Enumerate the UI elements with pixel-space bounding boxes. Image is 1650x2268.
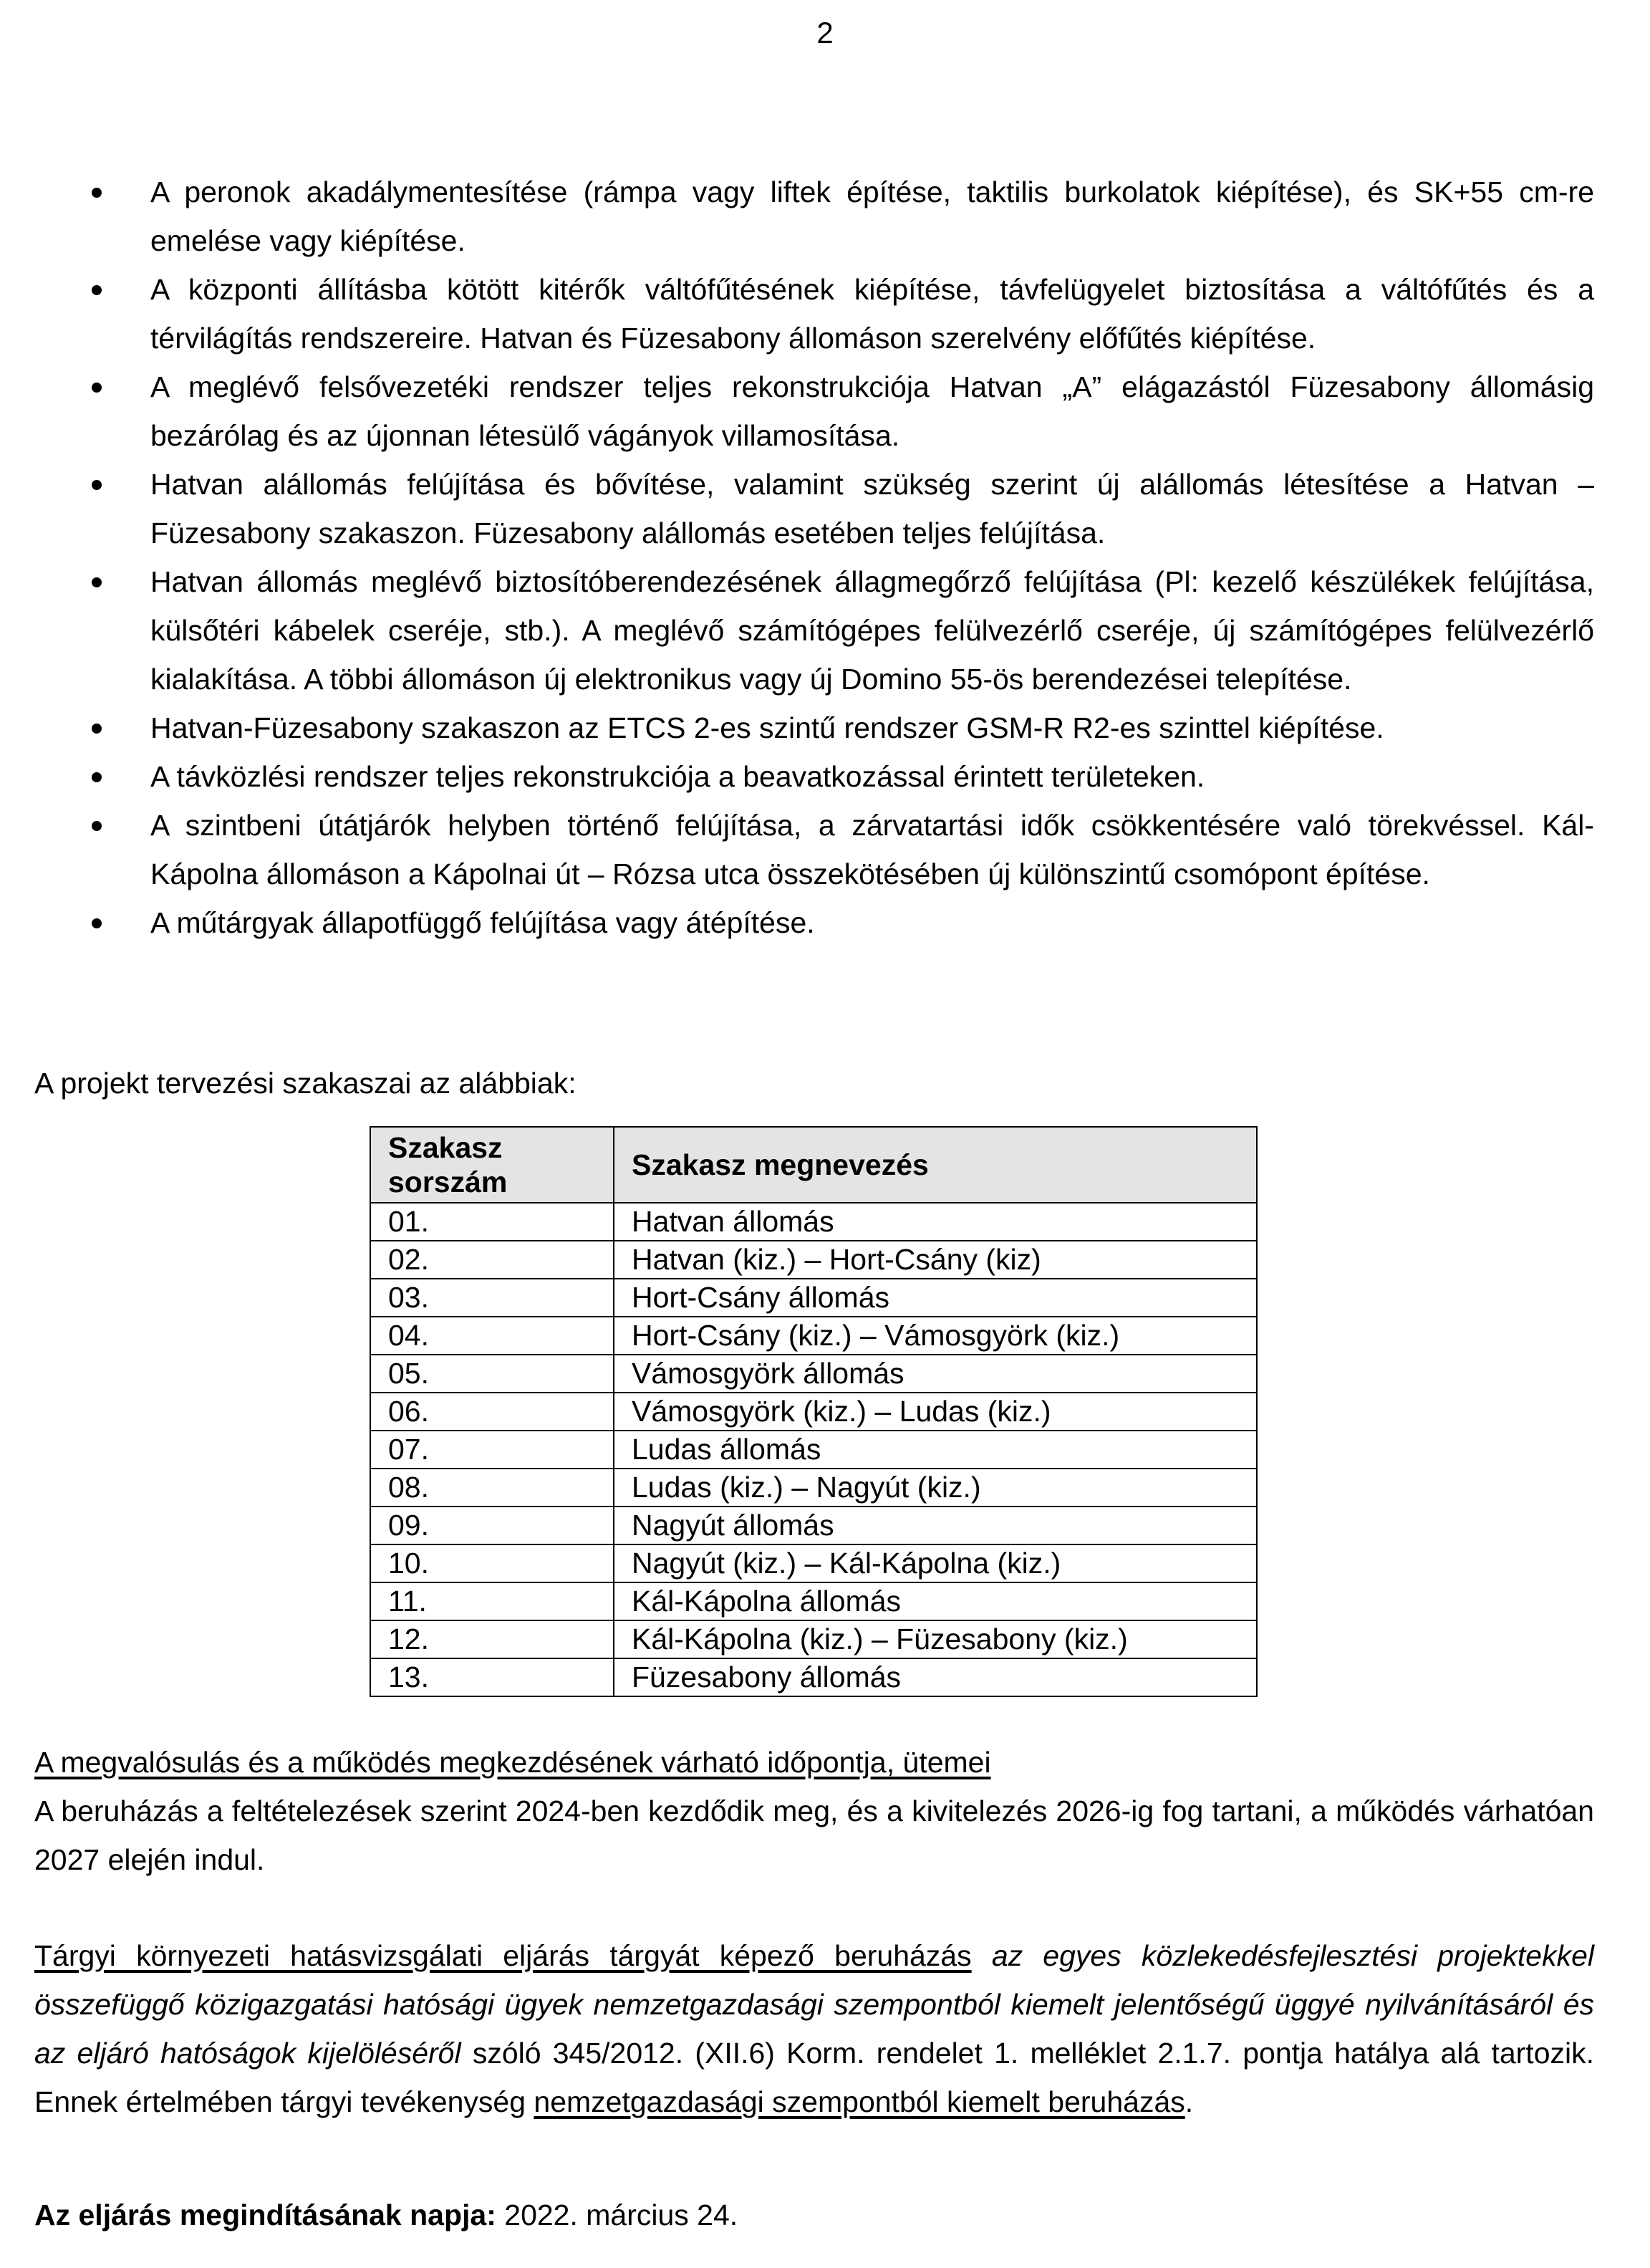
column-header-name: Szakasz megnevezés <box>614 1127 1257 1203</box>
phase-number-cell: 03. <box>370 1279 614 1317</box>
phase-number-cell: 07. <box>370 1431 614 1469</box>
legal-underlined-end: nemzetgazdasági szempontból kiemelt beruházás <box>534 2085 1185 2118</box>
table-row <box>370 1203 1257 1241</box>
list-item-text: Hatvan alállomás felújítása és bővítése, valamint szükség szerint új alállomás létesítése a Hatvan – Füzesabony szakaszon. Füzesabony alállomás esetében teljes felújítása. <box>150 468 1594 549</box>
phase-name-cell: Nagyút állomás <box>614 1507 1257 1544</box>
phase-name-cell: Ludas (kiz.) – Nagyút (kiz.) <box>614 1469 1257 1507</box>
start-date-label: Az eljárás megindításának napja: <box>34 2199 496 2231</box>
legal-italic-text: az egyes közlekedésfejlesztési projektekkel összefüggő közigazgatási hatósági ügyek nemzetgazdasági szempontból kiemelt jelentőségű üggyé nyilvánításáról és az eljáró hatóságok kijelöléséről <box>34 1939 1594 2070</box>
phase-name-cell: Vámosgyörk állomás <box>614 1355 1257 1393</box>
list-item-text: A peronok akadálymentesítése (rámpa vagy liftek építése, taktilis burkolatok kiépítése), és SK+55 cm-re emelése vagy kiépítése. <box>150 176 1594 257</box>
phase-number-cell: 08. <box>370 1469 614 1507</box>
phase-name-cell: Hatvan (kiz.) – Hort-Csány (kiz) <box>614 1241 1257 1279</box>
page-number: 2 <box>816 16 834 49</box>
schedule-text: A beruházás a feltételezések szerint 2024-ben kezdődik meg, és a kivitelezés 2026-ig fog tartani, a működés várhatóan 2027 elején indul. <box>34 1794 1594 1876</box>
list-item <box>34 703 1594 752</box>
phase-name-cell: Kál-Kápolna (kiz.) – Füzesabony (kiz.) <box>614 1620 1257 1658</box>
legal-paragraph <box>34 1931 1594 2126</box>
list-item <box>34 265 1594 362</box>
phase-number-cell: 06. <box>370 1393 614 1431</box>
phase-number-cell: 01. <box>370 1203 614 1241</box>
bullet-icon <box>92 285 102 295</box>
phase-name-cell: Vámosgyörk (kiz.) – Ludas (kiz.) <box>614 1393 1257 1431</box>
phase-number-cell: 04. <box>370 1317 614 1355</box>
list-item-text: Hatvan-Füzesabony szakaszon az ETCS 2-es szintű rendszer GSM-R R2-es szinttel kiépítése. <box>150 711 1384 744</box>
phase-name-cell: Nagyút (kiz.) – Kál-Kápolna (kiz.) <box>614 1544 1257 1582</box>
bullet-icon <box>92 577 102 587</box>
bullet-icon <box>92 821 102 831</box>
phase-name-cell: Ludas állomás <box>614 1431 1257 1469</box>
phase-name-cell: Füzesabony állomás <box>614 1658 1257 1696</box>
phase-name-cell: Hort-Csány (kiz.) – Vámosgyörk (kiz.) <box>614 1317 1257 1355</box>
start-date-line <box>34 2191 1594 2239</box>
table-header-row <box>370 1127 1257 1203</box>
list-item-text: A meglévő felsővezetéki rendszer teljes rekonstrukciója Hatvan „A” elágazástól Füzesabony állomásig bezárólag és az újonnan létesülő vágányok villamosítása. <box>150 370 1594 452</box>
list-item-text: A műtárgyak állapotfüggő felújítása vagy átépítése. <box>150 906 815 939</box>
legal-period: . <box>1185 2085 1194 2118</box>
design-phases-table <box>370 1126 1258 1697</box>
bullet-icon <box>92 188 102 198</box>
table-row <box>370 1620 1257 1658</box>
list-item <box>34 557 1594 703</box>
phase-number-cell: 02. <box>370 1241 614 1279</box>
table-row <box>370 1393 1257 1431</box>
table-row <box>370 1582 1257 1620</box>
schedule-heading: A megvalósulás és a működés megkezdésének várható időpontja, ütemei <box>34 1746 991 1779</box>
phase-name-cell: Hort-Csány állomás <box>614 1279 1257 1317</box>
phase-name-cell: Hatvan állomás <box>614 1203 1257 1241</box>
column-header-number: Szakasz sorszám <box>370 1127 614 1203</box>
list-item-text: Hatvan állomás meglévő biztosítóberendezésének állagmegőrző felújítása (Pl: kezelő készülékek felújítása, külsőtéri kábelek cseréje, stb.). A meglévő számítógépes felülvezérlő cseréje, új számítógépes felülvezérlő kialakítása. A többi állomáson új elektronikus vagy új Domino 55-ös berendezései telepítése. <box>150 565 1594 696</box>
table-row <box>370 1507 1257 1544</box>
list-item <box>34 898 1594 947</box>
list-item <box>34 801 1594 898</box>
table-intro: A projekt tervezési szakaszai az alábbiak: <box>34 1067 576 1100</box>
schedule-section <box>34 1738 1594 1884</box>
list-item <box>34 362 1594 460</box>
bullet-icon <box>92 772 102 782</box>
bullet-icon <box>92 918 102 928</box>
phase-number-cell: 05. <box>370 1355 614 1393</box>
table-row <box>370 1279 1257 1317</box>
phase-number-cell: 09. <box>370 1507 614 1544</box>
legal-plain-text: szóló 345/2012. (XII.6) Korm. rendelet 1. melléklet 2.1.7. pontja hatálya alá tartozik. Ennek értelmében tárgyi tevékenység <box>34 2037 1594 2118</box>
phase-name-cell: Kál-Kápolna állomás <box>614 1582 1257 1620</box>
table-row <box>370 1544 1257 1582</box>
table-row <box>370 1431 1257 1469</box>
table-row <box>370 1241 1257 1279</box>
list-item-text: A központi állításba kötött kitérők váltófűtésének kiépítése, távfelügyelet biztosítása a váltófűtés és a térvilágítás rendszereire. Hatvan és Füzesabony állomáson szerelvény előfűtés kiépítése. <box>150 273 1594 355</box>
list-item-text: A szintbeni útátjárók helyben történő felújítása, a zárvatartási idők csökkentésére való törekvéssel. Kál-Kápolna állomáson a Kápolnai út – Rózsa utca összekötésében új különszintű csomópont építése. <box>150 809 1594 890</box>
list-item <box>34 752 1594 801</box>
requirements-list <box>34 168 1594 947</box>
bullet-icon <box>92 480 102 490</box>
table-row <box>370 1317 1257 1355</box>
table-row <box>370 1355 1257 1393</box>
table-row <box>370 1658 1257 1696</box>
list-item <box>34 460 1594 557</box>
phase-number-cell: 13. <box>370 1658 614 1696</box>
legal-underlined-text: Tárgyi környezeti hatásvizsgálati eljárás tárgyát képező beruházás <box>34 1939 972 1972</box>
phase-number-cell: 12. <box>370 1620 614 1658</box>
list-item <box>34 168 1594 265</box>
table-row <box>370 1469 1257 1507</box>
bullet-icon <box>92 383 102 393</box>
bullet-icon <box>92 724 102 734</box>
phase-number-cell: 11. <box>370 1582 614 1620</box>
start-date-value: 2022. március 24. <box>504 2199 738 2231</box>
list-item-text: A távközlési rendszer teljes rekonstrukciója a beavatkozással érintett területeken. <box>150 760 1205 793</box>
phase-number-cell: 10. <box>370 1544 614 1582</box>
